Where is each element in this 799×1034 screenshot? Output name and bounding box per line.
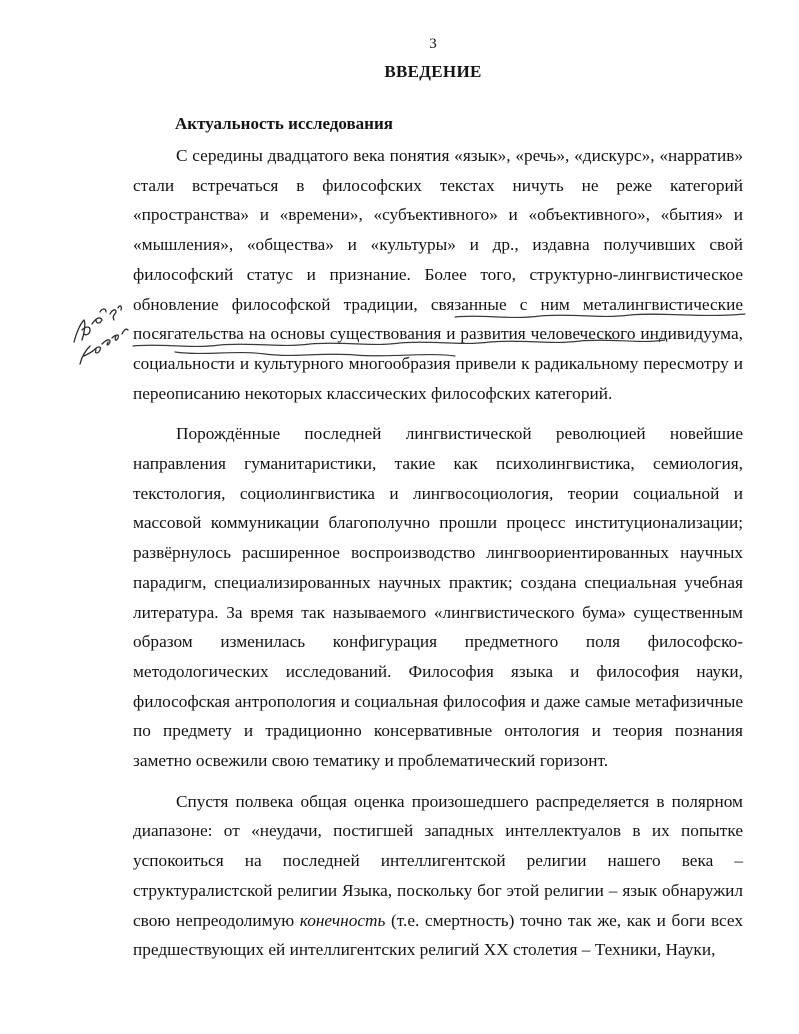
section-heading: Актуальность исследования <box>175 114 393 133</box>
paragraph-1-text: С середины двадцатого века понятия «язык», «речь», «дискурс», «нарратив» стали встречаться в философских текстах ничуть не реже категорий «пространства» и «времени», «субъективного» и «объективного», «бытия» и «мышления», «общества» и «культуры» и др., издавна получивших свой философский статус и признание. Более того, структурно-лингвистическое обновление философской традиции, связанные с ним металингвистические посягательства на основы существования и развития человеческого индивидуума, социальности и культурного многообразия привели к радикальному пересмотру и переописанию некоторых классических философских категорий. <box>133 146 743 403</box>
handwritten-margin-note <box>66 294 146 374</box>
body-text <box>133 141 743 965</box>
page-number: 3 <box>429 36 437 52</box>
paragraph-3-emphasis: конечность <box>299 910 386 930</box>
paragraph-1 <box>133 141 743 408</box>
paragraph-2-text: Порождённые последней лингвистической революцией новейшие направления гуманитаристики, такие как психолингвистика, семиология, текстология, социолингвистика и лингвосоциология, теории социальной и массовой коммуникации благополучно прошли процесс институционализации; развёрнулось расширенное воспроизводство лингвоориентированных научных парадигм, специализированных научных практик; создана специальная учебная литература. За время так называемого «лингвистического бума» существенным образом изменилась конфигурация предметного поля философско-методологических исследований. Философия языка и философия науки, философская антропология и социальная философия и даже самые метафизичные по предмету и традиционно консервативные онтология и теория познания заметно освежили свою тематику и проблематический горизонт. <box>133 424 743 771</box>
paragraph-3 <box>133 787 743 965</box>
paragraph-3-text-end: (т.е. смертность) точно так же, как и боги всех предшествующих ей интеллигентских религий XX столетия – Техники, Науки, <box>133 910 743 960</box>
paragraph-2 <box>133 419 743 775</box>
paragraph-3-text-start: Спустя полвека общая оценка произошедшего распределяется в полярном диапазоне: от «неудачи, постигшей западных интеллектуалов в их попытке успокоиться на последней интеллигентской религии нашего века – структуралистской религии Языка, поскольку бог этой религии – язык обнаружил свою непреодолимую <box>133 791 743 930</box>
page-title: ВВЕДЕНИЕ <box>384 62 482 81</box>
